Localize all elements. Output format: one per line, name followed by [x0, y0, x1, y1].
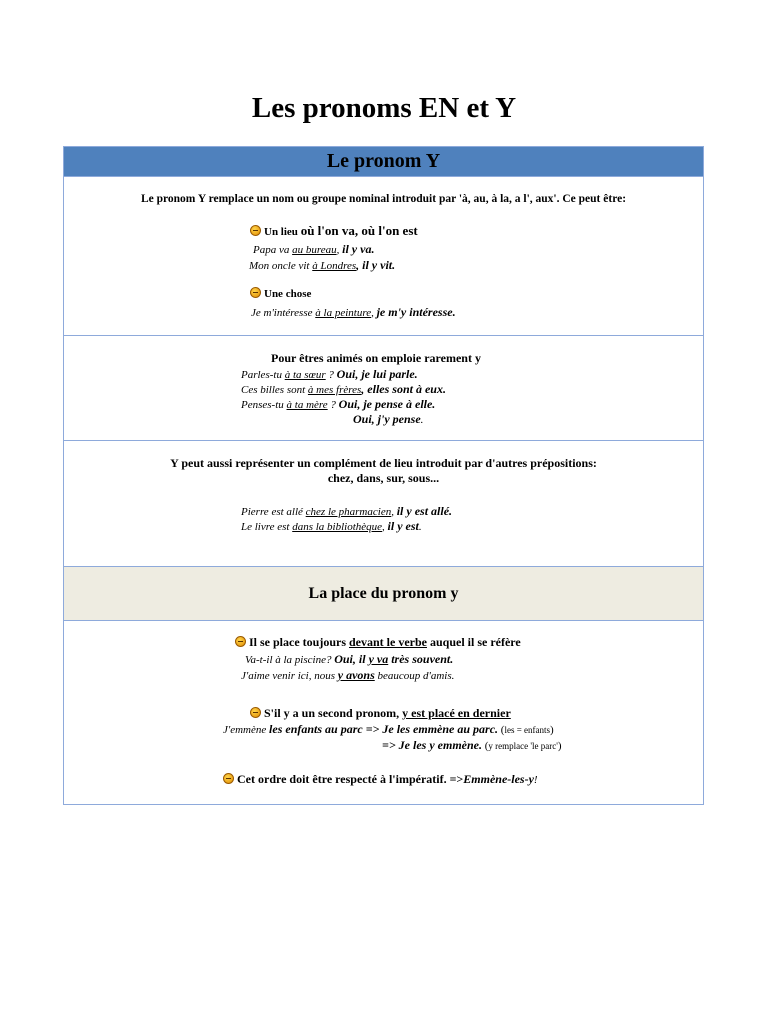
example-text: Parles-tu [241, 369, 285, 381]
example-underlined: à ta sœur [284, 369, 326, 381]
example-place-4 [382, 738, 562, 753]
example-answer: , il y vit. [356, 258, 396, 272]
example-text: Va-t-il à la piscine? [245, 654, 335, 666]
example-answer: il y est [387, 519, 419, 533]
note-paren: ) [557, 740, 562, 752]
note-text: y remplace 'le parc' [488, 741, 558, 751]
example-underlined: à Londres [312, 260, 357, 272]
lieu-label [250, 223, 418, 239]
example-answer: très souvent. [388, 652, 454, 666]
lieu-label-b: où l'on va, où l'on est [300, 223, 418, 238]
example-text: Je m'intéresse [251, 307, 316, 319]
example-text: , [371, 307, 377, 319]
note-paren: ) [550, 724, 554, 736]
example-prepositions-1 [241, 504, 452, 519]
example-place-2 [241, 668, 454, 683]
example-animes-2 [241, 382, 446, 397]
example-answer: Emmène-les-y [463, 772, 534, 786]
smiley-bullet-icon [235, 636, 246, 647]
smiley-bullet-icon [250, 707, 261, 718]
section-animes [64, 336, 703, 441]
rule-text: Cet ordre doit être respecté à l'impératif. => [237, 772, 464, 786]
example-text: . [418, 521, 422, 533]
example-animes-3 [241, 397, 435, 412]
example-text: Penses-tu [241, 399, 287, 411]
rule-imperatif [223, 772, 538, 787]
place-header-title: La place du pronom y [308, 585, 459, 602]
example-answer: Oui, il [334, 652, 369, 666]
example-text: beaucoup d'amis. [374, 670, 455, 682]
prepositions-heading-2: chez, dans, sur, sous... [327, 471, 440, 485]
chose-label [250, 287, 311, 300]
section-lieu-chose [64, 177, 703, 336]
note-paren: ( [481, 740, 489, 752]
example-place-1 [245, 652, 453, 667]
example-place-3 [223, 722, 554, 737]
example-answer-underlined: y avons [337, 668, 375, 682]
example-text: Papa va [253, 244, 293, 256]
example-text: , [336, 244, 343, 256]
example-animes-1 [241, 367, 418, 382]
example-text: ? [327, 399, 339, 411]
lesson-table [63, 146, 704, 805]
example-answer: les enfants au parc => Je les emmène au parc. [269, 722, 499, 736]
example-underlined: au bureau [292, 244, 337, 256]
example-answer-underlined: y va [368, 652, 389, 666]
page-title: Les pronoms EN et Y [251, 92, 517, 124]
example-underlined: à mes frères [307, 384, 362, 396]
example-underlined: à la peinture [315, 307, 372, 319]
example-answer: Oui, je lui parle. [336, 367, 418, 381]
example-answer: => Je les y emmène. [382, 738, 482, 752]
chose-label-text: Une chose [264, 288, 312, 300]
rule-text: S'il y a un second pronom, [264, 706, 403, 720]
example-text: J'emmène [223, 724, 270, 736]
example-text: . [420, 414, 424, 426]
animes-heading: Pour êtres animés on emploie rarement y [271, 351, 481, 365]
example-underlined: dans la bibliothèque [292, 521, 383, 533]
example-text: Pierre est allé [241, 506, 306, 518]
example-lieu-1 [253, 242, 374, 257]
example-answer: je m'y intéresse. [376, 305, 456, 319]
note-text: les = enfants [504, 725, 551, 735]
section-header-pronom-y [64, 147, 703, 177]
rule-text: auquel il se réfère [426, 635, 521, 649]
example-animes-4 [353, 412, 423, 427]
example-answer: Oui, je pense à elle. [338, 397, 436, 411]
example-lieu-2 [249, 258, 395, 273]
section-autres-prepositions [64, 441, 703, 567]
example-text: Le livre est [241, 521, 293, 533]
example-answer: il y va. [342, 242, 375, 256]
smiley-bullet-icon [223, 773, 234, 784]
note-paren: ( [498, 724, 505, 736]
smiley-bullet-icon [250, 225, 261, 236]
example-text: , [391, 506, 397, 518]
example-text: ! [533, 774, 538, 786]
example-underlined: à ta mère [286, 399, 328, 411]
example-text: J'aime venir ici, nous [241, 670, 338, 682]
rule-text: Il se place toujours [249, 635, 349, 649]
example-prepositions-2 [241, 519, 422, 534]
rule-second-pronom [250, 706, 511, 721]
prepositions-heading-1: Y peut aussi représenter un complément de lieu introduit par d'autres prépositions: [170, 456, 597, 470]
example-text: ? [325, 369, 337, 381]
smiley-bullet-icon [250, 287, 261, 298]
example-text: Mon oncle vit [249, 260, 313, 272]
example-text: , [382, 521, 388, 533]
example-answer: , elles sont à eux. [361, 382, 446, 396]
example-text: Ces billes sont [241, 384, 308, 396]
section-header-title: Le pronom Y [326, 150, 441, 172]
section-header-place [64, 567, 703, 621]
example-answer: il y est allé. [396, 504, 453, 518]
rule-underlined: y est placé en dernier [402, 706, 511, 720]
section-place-rules [64, 621, 703, 804]
intro-text: Le pronom Y remplace un nom ou groupe nominal introduit par 'à, au, à la, a l', aux'. Ce peut être: [140, 193, 627, 205]
rule-devant-verbe [235, 635, 521, 650]
example-underlined: chez le pharmacien [305, 506, 392, 518]
rule-underlined: devant le verbe [349, 635, 427, 649]
example-answer: Oui, j'y pense [353, 412, 421, 426]
example-chose-1 [251, 305, 456, 320]
lieu-label-a: Un lieu [264, 226, 301, 238]
